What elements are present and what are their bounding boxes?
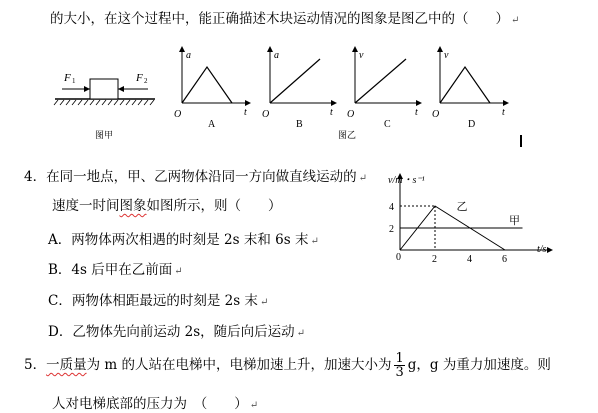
- svg-text:A: A: [208, 119, 216, 130]
- q4-option-c: C．两物体相距最远的时刻是 2s 末 ↵: [48, 293, 269, 309]
- vt-label-jia: 甲: [509, 215, 520, 227]
- f2-sub: 2: [144, 77, 148, 85]
- vt-label-yi: 乙: [456, 201, 468, 213]
- svg-text:C: C: [384, 119, 391, 130]
- q4-option-b: B．4s 后甲在乙前面 ↵: [48, 262, 183, 278]
- q4-option-a: A．两物体两次相遇的时刻是 2s 末和 6s 末 ↵: [48, 232, 319, 248]
- fig-jia-caption: 图甲: [95, 130, 114, 140]
- graph-b: [262, 49, 334, 130]
- svg-text:t: t: [244, 107, 247, 118]
- svg-text:a: a: [274, 50, 279, 61]
- q4-vt-chart: [382, 168, 562, 266]
- svg-text:O: O: [262, 109, 270, 120]
- q5-fraction: $\frac{1}{3}$: [395, 351, 404, 380]
- vt-xtick-4: 4: [467, 254, 472, 265]
- fig-yi-caption: 图乙: [338, 131, 357, 141]
- svg-text:t: t: [330, 107, 333, 118]
- f1-label: F: [64, 72, 71, 84]
- vt-xtick-6: 6: [502, 254, 507, 265]
- text-cursor: [520, 135, 522, 147]
- svg-text:t: t: [502, 107, 505, 118]
- vt-ytick-2: 2: [389, 224, 394, 235]
- svg-text:v: v: [444, 50, 449, 61]
- svg-text:v: v: [359, 50, 364, 61]
- q4-stem-line2: 速度一时间图象如图所示，则（ ）: [52, 198, 282, 214]
- svg-text:D: D: [468, 119, 476, 130]
- svg-text:a: a: [186, 50, 191, 61]
- graph-c: [347, 49, 419, 130]
- intro-line: 的大小，在这个过程中，能正确描述木块运动情况的图象是图乙中的（ ） ↵: [50, 11, 520, 27]
- q4-stem-line1: 4．在同一地点，甲、乙两物体沿同一方向做直线运动的 ↵: [24, 169, 367, 185]
- svg-text:B: B: [296, 119, 303, 130]
- graph-d: [432, 49, 506, 130]
- vt-xlabel: t/s: [537, 244, 547, 255]
- figure-yi: [170, 45, 530, 140]
- f1-sub: 1: [72, 77, 76, 85]
- vt-xtick-2: 2: [432, 254, 437, 265]
- vt-origin: 0: [396, 252, 401, 263]
- f2-label: F: [136, 72, 143, 84]
- q5-line1: 5．一质量为 m 的人站在电梯中，电梯加速上升，加速大小为 $\frac{1}{3}$ g，g 为重力加速度。则: [24, 351, 551, 380]
- vt-ytick-4: 4: [389, 202, 394, 213]
- q5-line2: 人对电梯底部的压力为 （ ） ↵: [52, 396, 259, 412]
- svg-text:O: O: [347, 109, 355, 120]
- q4-option-d: D．乙物体先向前运动 2s，随后向后运动 ↵: [48, 324, 306, 340]
- graph-a: [174, 49, 248, 130]
- svg-text:t: t: [415, 107, 418, 118]
- vt-ylabel: v/m・s⁻¹: [388, 175, 425, 186]
- svg-text:O: O: [432, 109, 440, 120]
- svg-text:O: O: [174, 109, 182, 120]
- figure-jia: [50, 68, 160, 143]
